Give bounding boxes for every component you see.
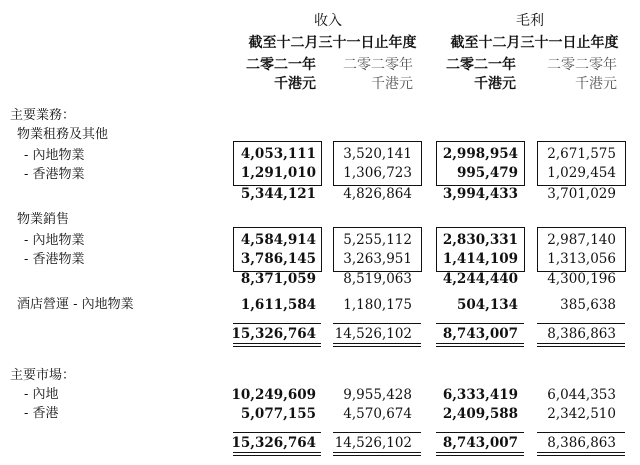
leasing-hk-gp20: 1,029,454 [547, 165, 616, 181]
leasing-hk-label: - 香港物業 [24, 167, 85, 182]
hotel-rev21: 1,611,584 [240, 297, 316, 313]
business-total-gp21: 8,743,007 [442, 326, 518, 342]
market-total-rule-gp20 [537, 432, 625, 433]
profit-year-2021: 二零二一年 [446, 57, 516, 73]
profit-year-2020: 二零二零年 [547, 57, 617, 73]
profit-unit-2021: 千港元 [474, 76, 516, 92]
profit-unit-2020: 千港元 [575, 76, 617, 92]
business-total-rule-gp21 [436, 323, 524, 324]
business-total-double-rule-rev20 [333, 343, 421, 347]
market-hk-gp21: 2,409,588 [442, 406, 518, 422]
market-section-title: 主要市場： [10, 368, 76, 383]
revenue-year-2020: 二零二零年 [343, 57, 413, 73]
market-mainland-label: - 內地 [24, 387, 59, 402]
sales-hk-gp21: 1,414,109 [442, 251, 518, 267]
leasing-mainland-gp21: 2,998,954 [442, 146, 518, 162]
hotel-gp20: 385,638 [560, 297, 616, 313]
market-total-double-rule-gp21 [436, 452, 524, 456]
market-mainland-rev20: 9,955,428 [343, 387, 412, 403]
market-total-rev20: 14,526,102 [334, 435, 412, 451]
revenue-title: 收入 [314, 13, 342, 29]
leasing-mainland-label: - 內地物業 [24, 148, 85, 163]
leasing-total-rev20: 4,826,864 [343, 186, 412, 202]
sales-mainland-gp21: 2,830,331 [442, 232, 518, 248]
market-hk-rev21: 5,077,155 [240, 406, 316, 422]
sales-hk-label: - 香港物業 [24, 252, 85, 267]
sales-total-rev20: 8,519,063 [343, 271, 412, 287]
market-total-rule-rev21 [233, 432, 321, 433]
leasing-total-gp20: 3,701,029 [547, 186, 616, 202]
revenue-unit-2021: 千港元 [274, 76, 316, 92]
market-total-rev21: 15,326,764 [231, 435, 316, 451]
revenue-year-2021: 二零二一年 [246, 57, 316, 73]
business-total-gp20: 8,386,863 [547, 326, 616, 342]
sales-total-gp20: 4,300,196 [547, 271, 616, 287]
business-total-double-rule-gp20 [537, 343, 625, 347]
business-total-rule-rev21 [233, 323, 321, 324]
business-total-rule-rev20 [333, 323, 421, 324]
sales-mainland-rev20: 5,255,112 [343, 232, 412, 248]
hotel-label: 酒店營運 - 內地物業 [17, 297, 134, 312]
sales-total-gp21: 4,244,440 [442, 271, 518, 287]
leasing-section-title: 物業租務及其他 [17, 127, 109, 142]
profit-title: 毛利 [516, 13, 544, 29]
market-mainland-gp20: 6,044,353 [547, 387, 616, 403]
sales-section-title: 物業銷售 [17, 212, 70, 227]
leasing-mainland-rev20: 3,520,141 [343, 146, 412, 162]
sales-total-rev21: 8,371,059 [240, 271, 316, 287]
business-total-double-rule-rev21 [233, 343, 321, 347]
revenue-unit-2020: 千港元 [371, 76, 413, 92]
market-total-rule-rev20 [333, 432, 421, 433]
market-total-double-rule-rev21 [233, 452, 321, 456]
sales-mainland-gp20: 2,987,140 [547, 232, 616, 248]
sales-hk-rev20: 3,263,951 [343, 251, 412, 267]
market-mainland-rev21: 10,249,609 [231, 387, 316, 403]
market-total-gp20: 8,386,863 [547, 435, 616, 451]
revenue-period: 截至十二月三十一日止年度 [248, 35, 417, 51]
sales-hk-gp20: 1,313,056 [547, 251, 616, 267]
profit-period: 截至十二月三十一日止年度 [450, 35, 619, 51]
leasing-hk-rev21: 1,291,010 [240, 165, 316, 181]
leasing-mainland-gp20: 2,671,575 [547, 146, 616, 162]
leasing-total-gp21: 3,994,433 [442, 186, 518, 202]
market-mainland-gp21: 6,333,419 [442, 387, 518, 403]
business-total-rev21: 15,326,764 [231, 326, 316, 342]
hotel-gp21: 504,134 [456, 297, 518, 313]
market-hk-gp20: 2,342,510 [547, 406, 616, 422]
business-total-rev20: 14,526,102 [334, 326, 412, 342]
sales-hk-rev21: 3,786,145 [240, 251, 316, 267]
business-section-title: 主要業務： [10, 108, 76, 123]
leasing-mainland-rev21: 4,053,111 [240, 146, 316, 162]
business-total-rule-gp20 [537, 323, 625, 324]
sales-mainland-label: - 內地物業 [24, 233, 85, 248]
sales-mainland-rev21: 4,584,914 [240, 232, 316, 248]
hotel-rev20: 1,180,175 [343, 297, 412, 313]
market-total-double-rule-gp20 [537, 452, 625, 456]
leasing-hk-gp21: 995,479 [456, 165, 518, 181]
market-hk-rev20: 4,570,674 [343, 406, 412, 422]
market-total-rule-gp21 [436, 432, 524, 433]
market-total-double-rule-rev20 [333, 452, 421, 456]
leasing-total-rev21: 5,344,121 [240, 186, 316, 202]
market-hk-label: - 香港 [24, 406, 59, 421]
market-total-gp21: 8,743,007 [442, 435, 518, 451]
business-total-double-rule-gp21 [436, 343, 524, 347]
leasing-hk-rev20: 1,306,723 [343, 165, 412, 181]
